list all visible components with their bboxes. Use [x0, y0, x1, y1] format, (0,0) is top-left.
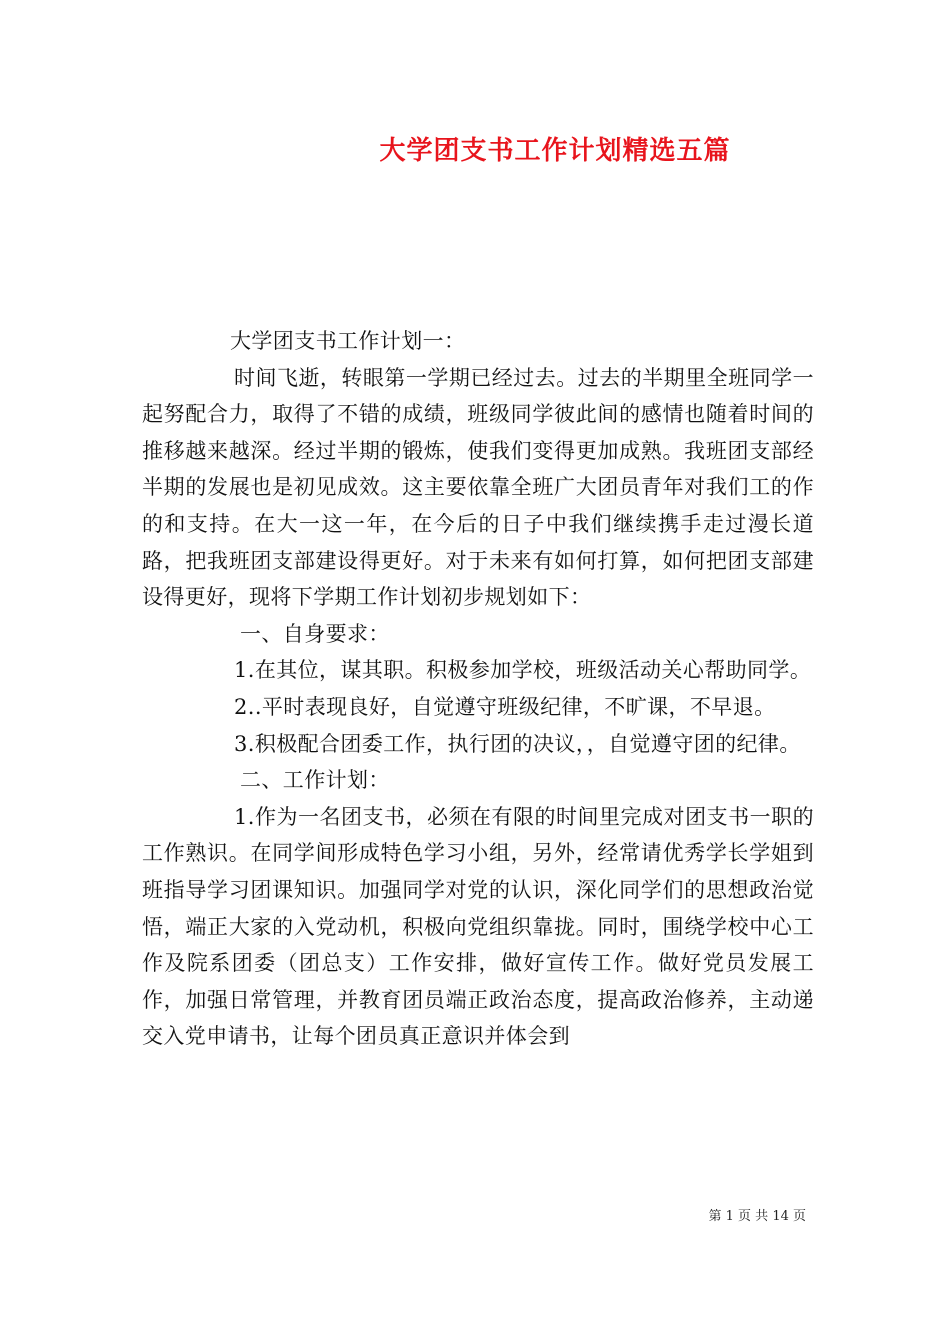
plan-subtitle: 大学团支书工作计划一： — [230, 329, 466, 353]
section2-item-1: 1.作为一名团支书，必须在有限的时间里完成对团支书一职的工作熟识。在同学间形成特色学习小组，另外，经常请优秀学长学姐到班指导学习团课知识。加强同学对党的认识，深化同学们的思想政治觉悟，端正大家的入党动机，积极向党组织靠拢。同时，围绕学校中心工作及院系团委（团总支）工作安排，做好宣传工作。做好党员发展工作，加强日常管理，并教育团员端正政治态度，提高政治修养，主动递交入党申请书，让每个团员真正意识并体会到 — [142, 804, 814, 1049]
document-body — [142, 323, 814, 1055]
document-title: 大学团支书工作计划精选五篇 — [379, 136, 731, 166]
section1-item-3: 3.积极配合团委工作，执行团的决议，，自觉遵守团的纪律。 — [234, 731, 801, 756]
section1-item-1: 1.在其位，谋其职。积极参加学校，班级活动关心帮助同学。 — [234, 658, 812, 683]
intro-paragraph: 时间飞逝，转眼第一学期已经过去。过去的半期里全班同学一起努配合力，取得了不错的成绩，班级同学彼此间的感情也随着时间的推移越来越深。经过半期的锻炼，使我们变得更加成熟。我班团支部经半期的发展也是初见成效。这主要依靠全班广大团员青年对我们工的作的和支持。在大一这一年，在今后的日子中我们继续携手走过漫长道路，把我班团支部建设得更好。对于未来有如何打算，如何把团支部建设得更好，现将下学期工作计划初步规划如下： — [142, 365, 814, 610]
section1-heading: 一、自身要求： — [240, 621, 390, 646]
page-number: 第 1 页 共 14 页 — [708, 1209, 806, 1224]
section1-item-2: 2..平时表现良好，自觉遵守班级纪律，不旷课，不早退。 — [234, 694, 776, 719]
section2-heading: 二、工作计划： — [240, 768, 390, 793]
